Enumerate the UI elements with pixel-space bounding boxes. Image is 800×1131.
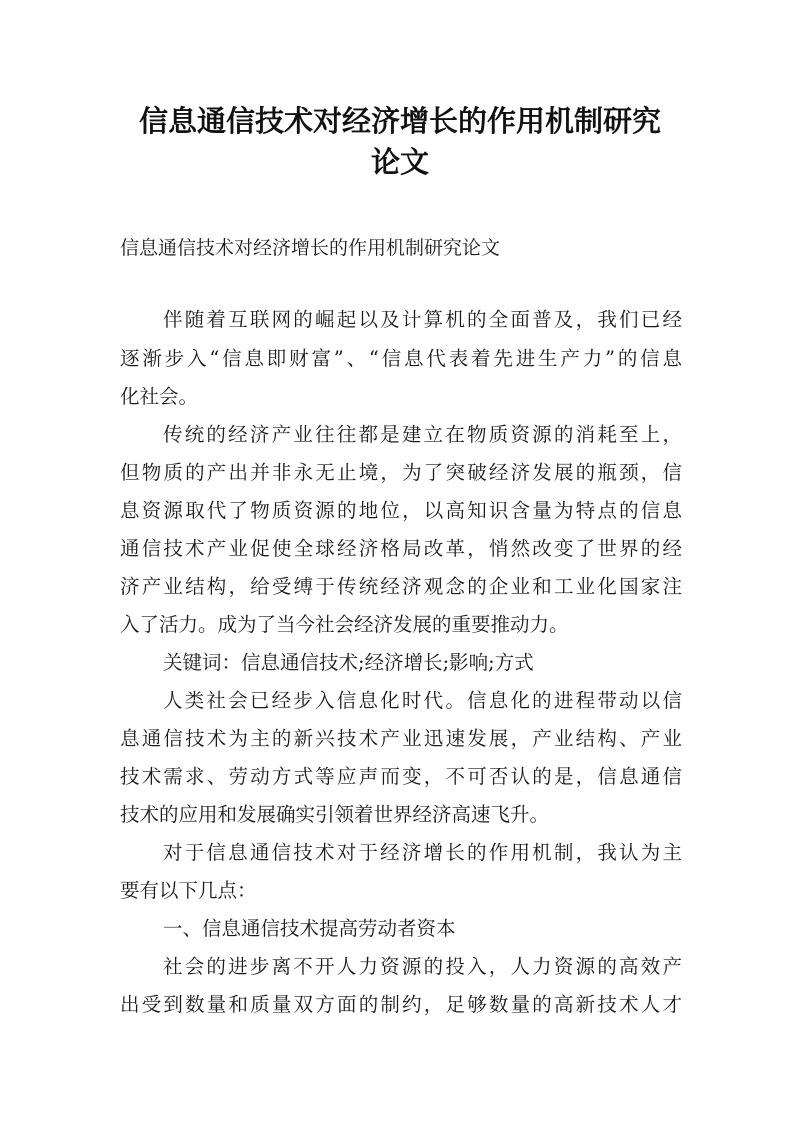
paragraph-line: 人类社会已经步入信息化时代。信息化的进程带动以信 (163, 689, 682, 712)
paragraph-line: 息通信技术为主的新兴技术产业迅速发展，产业结构、产业 (120, 727, 682, 750)
paragraph-line: 技术需求、劳动方式等应声而变，不可否认的是，信息通信 (120, 765, 682, 788)
document-title-line-1: 信息通信技术对经济增长的作用机制研究 (138, 104, 661, 138)
paragraph-line: 伴随着互联网的崛起以及计算机的全面普及，我们已经 (163, 308, 682, 331)
paragraph-line: 出受到数量和质量双方面的制约，足够数量的高新技术人才 (120, 993, 682, 1016)
paragraph-line: 化社会。 (120, 385, 199, 408)
paragraph-line: 通信技术产业促使全球经济格局改革，悄然改变了世界的经 (120, 537, 682, 560)
paragraph-line: 技术的应用和发展确实引领着世界经济高速飞升。 (120, 803, 550, 826)
paragraph-line: 逐渐步入“信息即财富”、“信息代表着先进生产力”的信息 (120, 347, 682, 370)
document-subtitle: 信息通信技术对经济增长的作用机制研究论文 (120, 237, 501, 259)
paragraph-line: 要有以下几点： (120, 879, 257, 902)
document-title-line-2: 论文 (370, 145, 429, 179)
paragraph-line: 社会的进步离不开人力资源的投入，人力资源的高效产 (163, 955, 682, 978)
paragraph-line: 入了活力。成为了当今社会经济发展的重要推动力。 (120, 613, 569, 636)
paragraph-line: 对于信息通信技术对于经济增长的作用机制，我认为主 (163, 841, 682, 864)
paragraph-line: 息资源取代了物质资源的地位，以高知识含量为特点的信息 (120, 499, 682, 522)
paragraph-line: 但物质的产出并非永无止境，为了突破经济发展的瓶颈，信 (120, 461, 682, 484)
section-heading: 一、信息通信技术提高劳动者资本 (163, 917, 456, 940)
paragraph-line: 济产业结构，给受缚于传统经济观念的企业和工业化国家注 (120, 575, 682, 598)
keywords-line: 关键词：信息通信技术;经济增长;影响;方式 (163, 651, 534, 674)
paragraph-line: 传统的经济产业往往都是建立在物质资源的消耗至上， (163, 423, 682, 446)
